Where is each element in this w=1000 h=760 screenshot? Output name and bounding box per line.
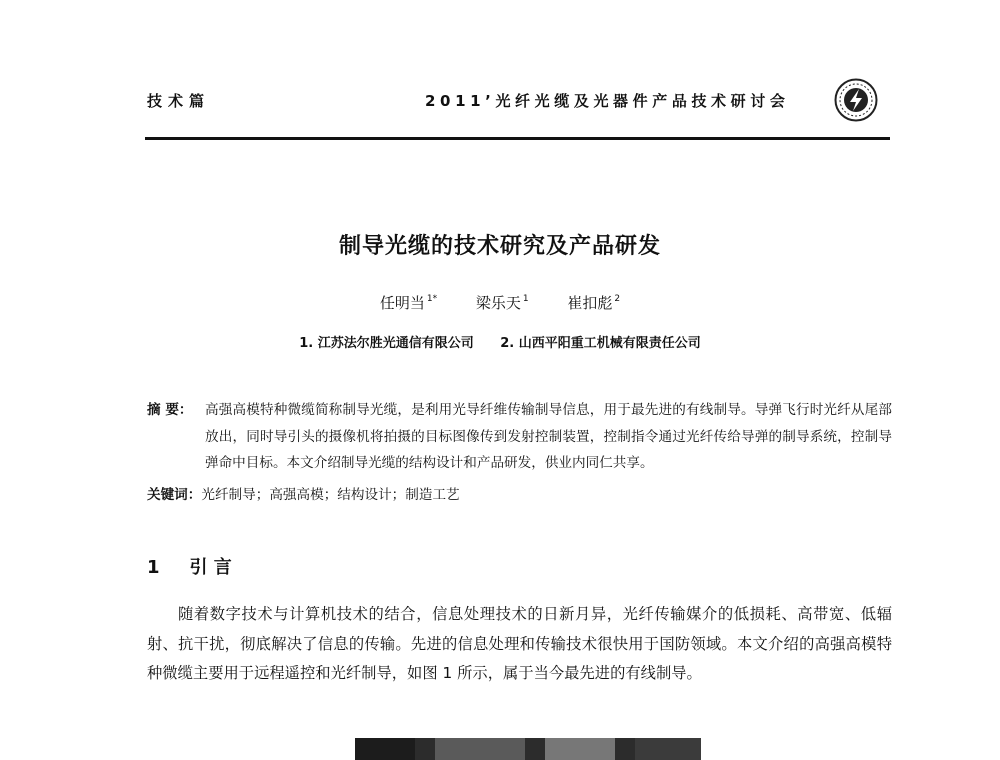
header-conference-title: 2011’光纤光缆及光器件产品技术研讨会 xyxy=(425,92,790,110)
author-name: 梁乐天 xyxy=(475,294,521,312)
keywords-label: 关键词： xyxy=(147,487,202,503)
keywords xyxy=(147,483,460,503)
abstract xyxy=(147,397,892,477)
author-name: 任明当 xyxy=(379,294,425,312)
author xyxy=(567,292,620,313)
affiliation: 2. 山西平阳重工机械有限责任公司 xyxy=(500,336,701,351)
author xyxy=(380,292,437,313)
paper-title: 制导光缆的技术研究及产品研发 xyxy=(338,234,661,259)
author xyxy=(476,292,529,313)
affiliations xyxy=(0,332,1000,351)
keywords-text: 光纤制导；高强高模；结构设计；制造工艺 xyxy=(201,487,460,503)
header-divider xyxy=(145,137,890,140)
abstract-text: 高强高模特种微缆简称制导光缆，是利用光导纤维传输制导信息，用于最先进的有线制导。导弹飞行时光纤从尾部放出，同时导引头的摄像机将拍摄的目标图像传到发射控制装置，控制指令通过光纤传给导弹的制导系统，控制导弹命中目标。本文介绍制导光缆的结构设计和产品研发，供业内同仁共享。 xyxy=(205,402,892,471)
section-heading xyxy=(147,553,262,579)
author-list xyxy=(0,292,1000,313)
section-paragraph: 随着数字技术与计算机技术的结合，信息处理技术的日新月异，光纤传输媒介的低损耗、高带宽、低辐射、抗干扰，彻底解决了信息的传输。先进的信息处理和传输技术很快用于国防领域。本文介绍的高强高模特种微缆主要用于远程遥控和光纤制导，如图 1 所示，属于当今最先进的有线制导。 xyxy=(147,605,892,682)
author-name: 崔扣彪 xyxy=(567,294,613,312)
section-title: 引 言 xyxy=(189,557,232,578)
abstract-label: 摘 要： xyxy=(147,402,193,418)
section-number: 1 xyxy=(147,557,160,578)
figure-1-image xyxy=(355,738,701,760)
conference-logo-icon xyxy=(834,78,878,122)
author-mark: 2 xyxy=(614,294,621,304)
header-section-label: 技术篇 xyxy=(147,92,211,110)
author-mark: 1* xyxy=(426,294,438,304)
affiliation: 1. 江苏法尔胜光通信有限公司 xyxy=(299,336,474,351)
author-mark: 1 xyxy=(522,294,529,304)
